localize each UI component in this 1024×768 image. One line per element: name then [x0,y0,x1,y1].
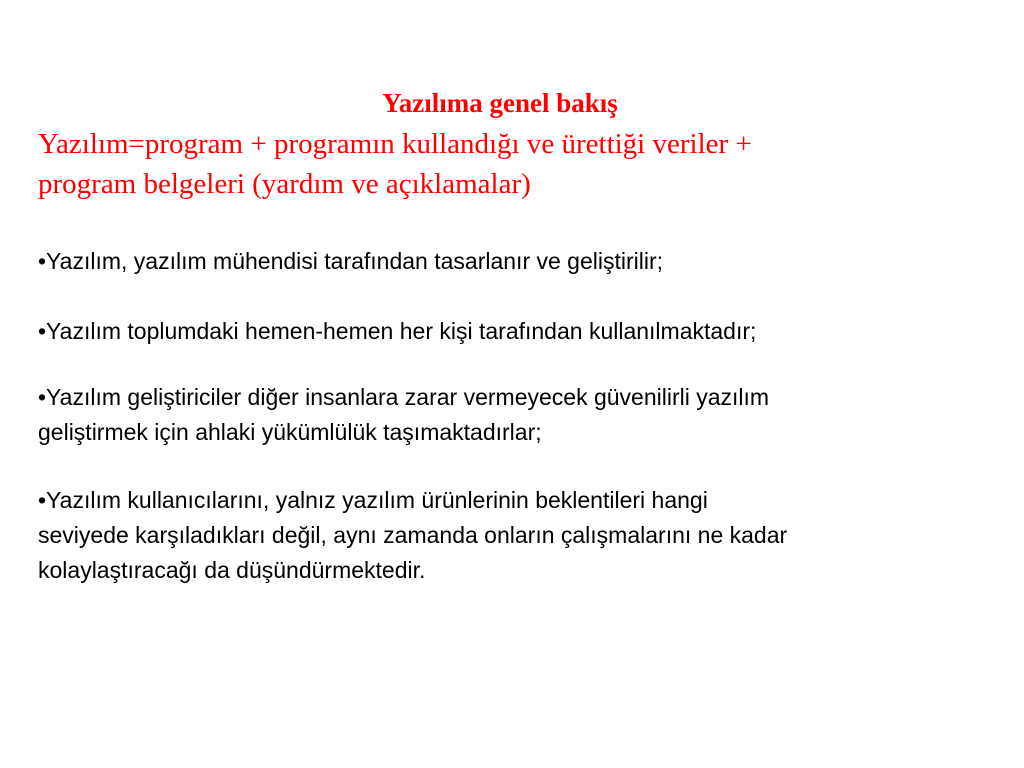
bullet-line: seviyede karşıladıkları değil, aynı zamanda onların çalışmalarını ne kadar [38,522,788,548]
bullet-line: kolaylaştıracağı da düşündürmektedir. [38,557,426,583]
bullet-line: •Yazılım, yazılım mühendisi tarafından tasarlanır ve geliştirilir; [38,248,664,274]
bullet-line: •Yazılım toplumdaki hemen-hemen her kişi tarafından kullanılmaktadır; [38,318,757,344]
bullet-line: •Yazılım kullanıcılarını, yalnız yazılım ürünlerinin beklentileri hangi [38,487,708,513]
definition-line: program belgeleri (yardım ve açıklamalar) [38,168,531,200]
bullet-item [38,380,998,450]
slide-title: Yazılıma genel bakış [382,88,618,118]
bullet-line: geliştirmek için ahlaki yükümlülük taşımaktadırlar; [38,419,542,445]
bullet-item [38,314,998,349]
bullet-item [38,483,998,588]
definition-line: Yazılım=program + programın kullandığı ve ürettiği veriler + [38,128,752,160]
definition-text [38,124,998,204]
bullet-item [38,244,998,279]
bullet-line: •Yazılım geliştiriciler diğer insanlara zarar vermeyecek güvenilirli yazılım [38,384,770,410]
